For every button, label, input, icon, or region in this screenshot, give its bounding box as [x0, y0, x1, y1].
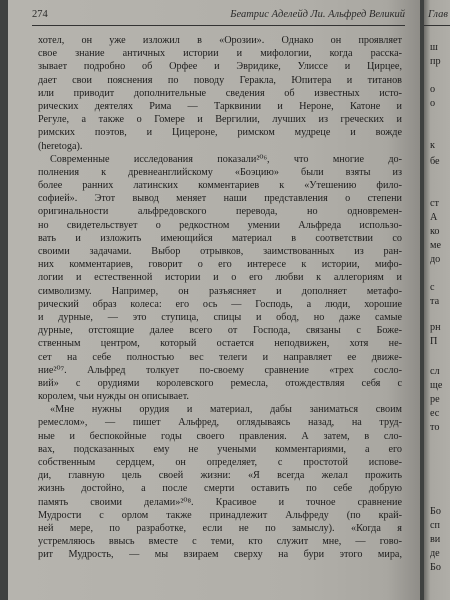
text-line: «Мне нужны орудия и материал, дабы заниматься своим	[50, 404, 402, 416]
text-line: хотел, он уже изложил в «Орозии». Однако он проявляет	[38, 35, 402, 46]
next-page-text-fragment: Бо	[430, 562, 441, 573]
next-page-text-fragment: П	[430, 336, 438, 347]
text-line: римских поэтов, и Цицероне, римском мудреце и вожде	[38, 127, 402, 139]
next-page-text-fragment: ще	[430, 380, 443, 391]
next-page-text-fragment: о	[430, 84, 436, 95]
next-page-text-fragment: до	[430, 254, 441, 265]
next-page-text-fragment: сл	[430, 366, 440, 377]
next-page-text-fragment: с	[430, 282, 435, 293]
next-page-text-fragment: к	[430, 140, 435, 151]
text-line: Современные исследования показали²⁰⁶, что многие до-	[50, 153, 402, 165]
next-page-running-head: Глав	[428, 9, 448, 20]
text-line: собственным сердцем, он определяет, с простотой испове-	[38, 457, 402, 468]
book-page-right-edge	[424, 0, 450, 600]
next-page-text-fragment: ме	[430, 240, 441, 251]
text-line: софией». Этот вывод меняет наши представления о степени	[38, 193, 402, 205]
text-line: (heretoga).	[38, 140, 83, 152]
text-line: ные и беспокойные годы своего правления. А затем, в сло-	[38, 430, 402, 442]
text-line: более ранних латинских комментариев к «Утешению фило-	[38, 180, 402, 192]
page-header	[32, 9, 405, 23]
page-number: 274	[32, 9, 48, 20]
text-line: свое знание античных истории и мифологии, когда расска-	[38, 48, 402, 60]
text-line: ние²⁰⁷. Альфред толкует по-своему сравнение «трех сосло-	[38, 364, 402, 376]
text-line: дает свои пояснения по поводу Геракла, Юпитера и титанов	[38, 74, 402, 86]
header-rule	[32, 25, 405, 26]
text-line: полнения к древнеанглийскому «Боэцию» были взяты из	[38, 166, 402, 178]
text-line: вать и изложить имеющийся материал в соответствии со	[38, 232, 402, 244]
next-page-text-fragment: бе	[430, 156, 440, 167]
text-line: память своими делами»²⁰⁸. Красивое и точное сравнение	[38, 496, 402, 508]
next-page-text-fragment: рн	[430, 322, 441, 333]
text-line: вий» с орудиями королевского ремесла, отождествляя себя с	[38, 377, 402, 389]
text-line: но свидетельствует о редкостном умении Альфреда использо-	[38, 219, 402, 231]
next-page-text-fragment: ес	[430, 408, 440, 419]
text-line: зывает подробно об Орфее и Эвридике, Улиссе и Цирцее,	[38, 61, 402, 73]
next-page-text-fragment: ре	[430, 394, 440, 405]
text-line: Мудрости с орлом также принадлежит Альфреду (по край-	[38, 509, 402, 521]
book-page-left	[8, 0, 420, 600]
next-page-text-fragment: ш	[430, 42, 438, 53]
text-line: сет на себе полностью вес телеги и направляет ее движе-	[38, 351, 402, 363]
running-head: Беатрис Аделейд Ли. Альфред Великий	[230, 9, 405, 20]
text-line: рический образ колеса: его ось — Господь, а люди, хорошие	[38, 298, 402, 310]
body-text	[38, 34, 402, 562]
text-line: рит Мудрость, — мы взираем сверху на бури этого мира,	[38, 549, 402, 561]
text-line: рических деятелях Рима — Тарквинии и Нероне, Катоне и	[38, 100, 402, 112]
text-line: ственным центром, который остается неподвижен, хотя не-	[38, 338, 402, 350]
next-page-text-fragment: о	[430, 98, 436, 109]
text-line: ремеслом», — пишет Альфред, оглядываясь назад, на труд-	[38, 417, 402, 429]
text-line: ди, главную цель своей жизни: «Я всегда желал прожить	[38, 470, 402, 482]
next-page-text-fragment: сп	[430, 520, 440, 531]
text-line: вах, подсказанных ему не учеными комментариями, а его	[38, 443, 402, 455]
text-line: и дурные, — это ступица, спицы и обод, но даже самые	[38, 311, 402, 323]
text-line: жизнь достойно, а после смерти оставить по себе добрую	[38, 483, 402, 495]
text-line: них комментариев, говорит о его интересе к истории, мифо-	[38, 259, 402, 271]
next-page-text-fragment: ви	[430, 534, 441, 545]
text-line: дурные, отстоящие далее всего от Господа, связаны с Боже-	[38, 325, 402, 337]
text-line: логии и естественной истории и о его любви к аллегориям и	[38, 272, 402, 284]
text-line: королем, чьи нужды он описывает.	[38, 391, 189, 403]
text-line: Регуле, а также о Гомере и Вергилии, лучших из греческих и	[38, 114, 402, 126]
text-line: своими задачами. Выбор отрывков, заимствованных из ран-	[38, 246, 402, 257]
next-page-text-fragment: та	[430, 296, 440, 307]
text-line: ней мере, по разработке, если не по замыслу). «Когда я	[38, 522, 402, 534]
next-page-text-fragment: ко	[430, 226, 440, 237]
next-page-text-fragment: ст	[430, 198, 439, 209]
text-line: устремляюсь ввысь вместе с теми, кто служит мне, — гово-	[38, 536, 402, 548]
next-page-text-fragment: де	[430, 548, 440, 559]
next-page-text-fragment: Бо	[430, 506, 441, 517]
next-page-text-fragment: А	[430, 212, 438, 223]
next-page-text-fragment: то	[430, 422, 440, 433]
next-page-header-rule	[424, 25, 450, 26]
next-page-text-fragment: пр	[430, 56, 441, 67]
text-line: оригинальности альфредовского перевода, но одновремен-	[38, 206, 402, 218]
text-line: или приводит дополнительные сведения об известных исто-	[38, 87, 402, 99]
text-line: символизму. Например, он разъясняет и дополняет метафо-	[38, 285, 402, 297]
